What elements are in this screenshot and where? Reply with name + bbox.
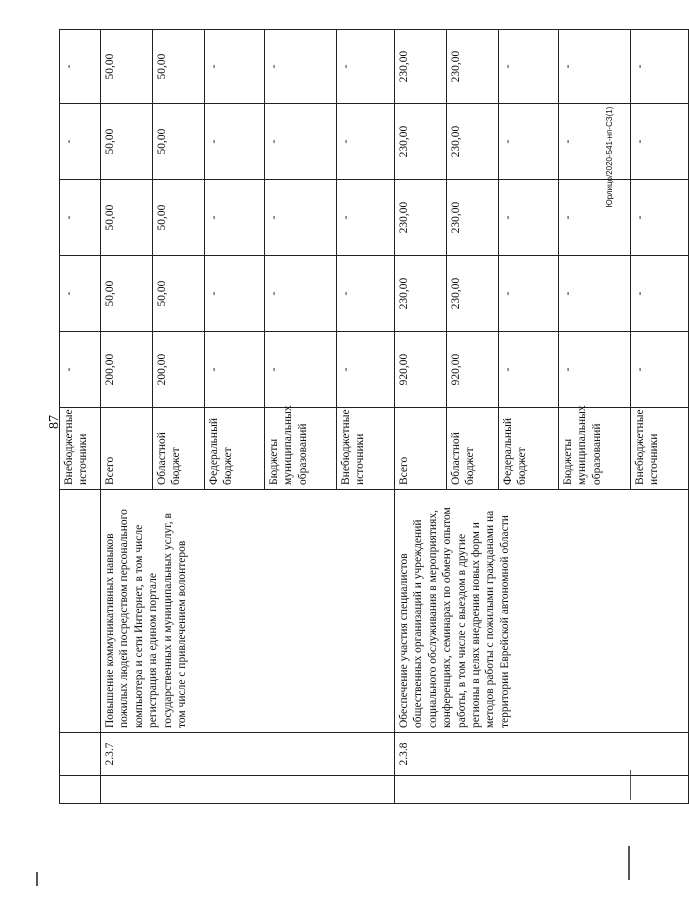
funding-value-cell: - xyxy=(499,104,559,180)
funding-value-cell: - xyxy=(631,332,689,408)
scan-mark-2 xyxy=(628,846,630,880)
funding-value-cell: 50,00 xyxy=(153,30,205,104)
funding-value-cell: 230,00 xyxy=(447,30,499,104)
measure-description-cell: Обеспечение участия специалистов общественных организаций и учреждений социального обслуживания в мероприятиях, конференциях, семинарах по обмену опытом работы, в том числе с выездом в другие регионы в целях внедрения новых форм и методов работы с пожилыми гражданами на территории Еврейской автономной области xyxy=(395,490,689,733)
funding-value-cell: - xyxy=(60,332,101,408)
document-code: Юрлицо/2020-541-нп-СЗ(1) xyxy=(605,106,614,208)
funding-value-cell: 920,00 xyxy=(395,332,447,408)
funding-value-cell: 200,00 xyxy=(153,332,205,408)
funding-value-cell: 920,00 xyxy=(447,332,499,408)
measure-description-cell: Повышение коммуникативных навыков пожилых людей посредством персонального компьютера и сети Интернет, в том числе регистрация на едином портале государственных и муниципальных услуг, в том числе с привлечением волонтеров xyxy=(101,490,395,733)
funding-value-cell: - xyxy=(337,104,395,180)
measure-code-cell: 2.3.7 xyxy=(101,733,395,776)
funding-value-cell: - xyxy=(631,256,689,332)
funding-value-cell: 50,00 xyxy=(153,180,205,256)
funding-value-cell: - xyxy=(499,30,559,104)
funding-source-cell: Внебюджетные источники xyxy=(60,408,101,490)
funding-value-cell: 230,00 xyxy=(447,104,499,180)
funding-value-cell: - xyxy=(60,30,101,104)
funding-source-cell: Всего xyxy=(395,408,447,490)
funding-value-cell: - xyxy=(499,180,559,256)
funding-source-cell: Федеральный бюджет xyxy=(205,408,265,490)
funding-value-cell: - xyxy=(205,256,265,332)
funding-source-cell: Федеральный бюджет xyxy=(499,408,559,490)
funding-value-cell: - xyxy=(559,30,631,104)
funding-value-cell: - xyxy=(265,30,337,104)
funding-value-cell: - xyxy=(205,332,265,408)
measure-code-cell xyxy=(60,733,101,776)
funding-source-cell: Всего xyxy=(101,408,153,490)
funding-value-cell: - xyxy=(559,256,631,332)
funding-value-cell: - xyxy=(60,180,101,256)
funding-value-cell: - xyxy=(559,104,631,180)
measure-description-cell xyxy=(60,490,101,733)
row-index-cell xyxy=(395,776,689,804)
funding-value-cell: - xyxy=(337,256,395,332)
funding-value-cell: - xyxy=(265,104,337,180)
funding-value-cell: 50,00 xyxy=(153,256,205,332)
funding-value-cell: - xyxy=(337,180,395,256)
funding-value-cell: 50,00 xyxy=(101,104,153,180)
funding-value-cell: - xyxy=(60,256,101,332)
funding-value-cell: - xyxy=(559,180,631,256)
funding-value-cell: 230,00 xyxy=(447,180,499,256)
funding-value-cell: - xyxy=(60,104,101,180)
funding-source-cell: Областной бюджет xyxy=(447,408,499,490)
funding-value-cell: 230,00 xyxy=(395,256,447,332)
funding-value-cell: 230,00 xyxy=(395,180,447,256)
funding-value-cell: - xyxy=(631,30,689,104)
funding-value-cell: - xyxy=(559,332,631,408)
funding-value-cell: - xyxy=(205,104,265,180)
funding-value-cell: 50,00 xyxy=(101,256,153,332)
table-row xyxy=(101,30,153,804)
funding-value-cell: 50,00 xyxy=(101,180,153,256)
funding-value-cell: 50,00 xyxy=(153,104,205,180)
funding-value-cell: 230,00 xyxy=(395,30,447,104)
funding-value-cell: - xyxy=(631,180,689,256)
budget-table xyxy=(59,29,689,804)
funding-source-cell: Бюджеты муниципальных образований xyxy=(265,408,337,490)
page-number: 87 xyxy=(47,415,62,429)
row-index-cell xyxy=(60,776,101,804)
scan-mark-3 xyxy=(36,872,38,886)
funding-value-cell: 50,00 xyxy=(101,30,153,104)
funding-value-cell: 200,00 xyxy=(101,332,153,408)
funding-value-cell: - xyxy=(265,332,337,408)
funding-value-cell: 230,00 xyxy=(395,104,447,180)
funding-value-cell: - xyxy=(499,256,559,332)
funding-source-cell: Внебюджетные источники xyxy=(337,408,395,490)
measure-code-cell: 2.3.8 xyxy=(395,733,689,776)
funding-source-cell: Бюджеты муниципальных образований xyxy=(559,408,631,490)
table-row xyxy=(395,30,447,804)
funding-source-cell: Областной бюджет xyxy=(153,408,205,490)
funding-value-cell: - xyxy=(499,332,559,408)
funding-value-cell: - xyxy=(337,332,395,408)
funding-source-cell: Внебюджетные источники xyxy=(631,408,689,490)
table-row xyxy=(60,30,101,804)
funding-value-cell: - xyxy=(265,256,337,332)
funding-value-cell: - xyxy=(337,30,395,104)
funding-value-cell: - xyxy=(205,30,265,104)
funding-value-cell: - xyxy=(205,180,265,256)
row-index-cell xyxy=(101,776,395,804)
funding-value-cell: - xyxy=(631,104,689,180)
funding-value-cell: - xyxy=(265,180,337,256)
funding-value-cell: 230,00 xyxy=(447,256,499,332)
